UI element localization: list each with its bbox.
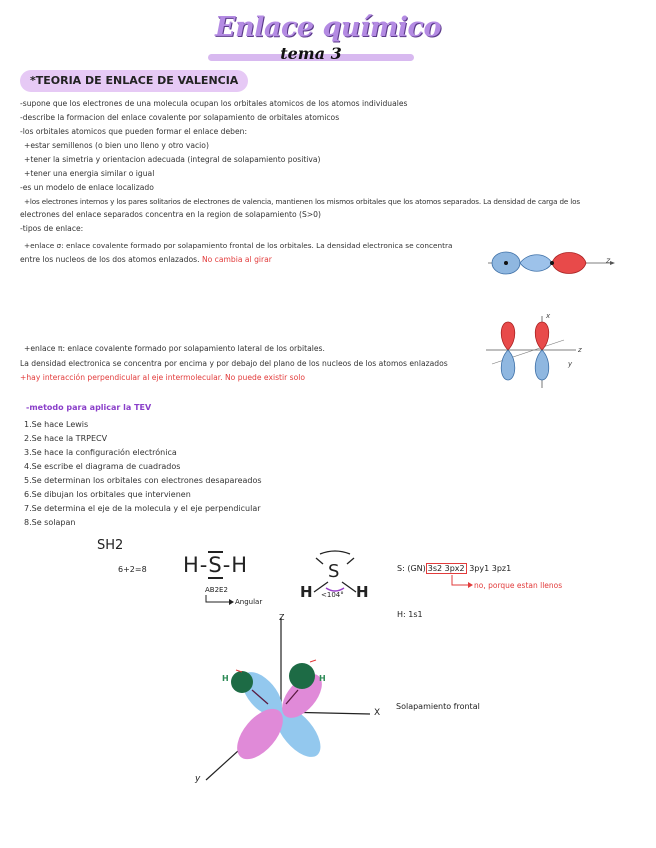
hydrogen-config: H: 1s1 (397, 610, 423, 619)
text-line: -describe la formacion del enlace covalente por solapamiento de orbitales atomicos (20, 113, 340, 122)
config-note-arrow (450, 575, 474, 591)
pi-lobe-bottom-2 (535, 350, 549, 380)
angular-s: S (328, 561, 340, 582)
config-rest: 3py1 3pz1 (469, 564, 512, 573)
axis-x-label: X (374, 708, 381, 718)
method-step: 3.Se hace la configuración electrónica (24, 448, 177, 457)
sigma-axis-arrow (610, 261, 615, 265)
geometry-label: Angular (235, 598, 263, 606)
sigma-orbital-p-small (520, 255, 552, 272)
sigma-line: +enlace σ: enlace covalente formado por solapamiento frontal de los orbitales. La densidad electronica se concentra (24, 241, 453, 250)
molecule-formula: SH2 (97, 538, 124, 553)
sigma-note: No cambia al girar (201, 255, 272, 264)
text-line: +tener la simetria y orientacion adecuada (integral de solapamiento positiva) (24, 155, 321, 164)
overlap-label: Solapamiento frontal (396, 702, 480, 711)
pi-lobe-bottom-1 (501, 350, 515, 380)
angular-h-right: H (356, 583, 369, 601)
method-step: 7.Se determina el eje de la molecula y el eje perpendicular (24, 504, 261, 513)
pi-lobe-top-1 (501, 322, 515, 350)
electron-config (397, 564, 511, 573)
sigma-text: entre los nucleos de los dos atomos enlazados. (20, 255, 200, 264)
axis-z-label: Z (279, 613, 285, 622)
method-step: 2.Se hace la TRPECV (24, 434, 108, 443)
page-subtitle: tema 3 (280, 44, 342, 63)
lewis-h-left: H (183, 553, 200, 577)
sigma-nucleus-2 (550, 261, 554, 265)
geometry-arrow (204, 594, 234, 606)
bond-angle: <104° (321, 591, 344, 599)
subtitle-block (208, 44, 414, 64)
h-left-label: H (222, 674, 229, 683)
method-step: 6.Se dibujan los orbitales que intervienen (24, 490, 191, 499)
hydrogen-s-orbital-left (231, 671, 253, 693)
angular-h-left: H (300, 583, 313, 601)
hydrogen-s-orbital-right (289, 663, 315, 689)
pi-axis-label-z: z (578, 346, 582, 354)
config-prefix: S: (GN) (397, 564, 426, 573)
pi-line: +enlace π: enlace covalente formado por solapamiento lateral de los orbitales. (24, 344, 325, 353)
text-line: -es un modelo de enlace localizado (20, 183, 154, 192)
sigma-line-2 (20, 255, 272, 264)
pi-orbital-figure (484, 312, 584, 392)
pi-line-2: La densidad electronica se concentra por encima y por debajo del plano de los nucleos de los atomos enlazados (20, 359, 448, 368)
page-title: Enlace químico (214, 12, 442, 43)
axis-y-label: y (195, 774, 201, 784)
pi-note: +hay interacción perpendicular al eje intermolecular. No puede existir solo (20, 373, 306, 382)
text-line: +tener una energia similar o igual (24, 169, 155, 178)
pi-axis-label-y: y (568, 360, 573, 368)
sigma-axis-label: z (606, 256, 611, 265)
lewis-s: S (208, 553, 223, 577)
sigma-orbital-figure (484, 244, 619, 284)
lewis-structure (183, 553, 248, 577)
spin-mark-right (310, 660, 316, 662)
sigma-orbital-p-large (552, 253, 586, 274)
overlap-3d-figure (190, 612, 390, 792)
sigma-nucleus-1 (504, 261, 508, 265)
text-line: -los orbitales atomicos que pueden formar el enlace deben: (20, 127, 248, 136)
section-title: *TEORIA DE ENLACE DE VALENCIA (20, 70, 248, 92)
lewis-bond: - (199, 553, 209, 577)
text-line: -tipos de enlace: (20, 224, 84, 233)
vsepr-type: AB2E2 (205, 586, 228, 594)
text-line: +los electrones internos y los pares solitarios de electrones de valencia, mantienen los mismos orbitales que los atomos separados. La densidad de carga de los (24, 197, 580, 206)
h-right-label: H (319, 674, 326, 683)
method-step: 4.Se escribe el diagrama de cuadrados (24, 462, 181, 471)
config-note: no, porque estan llenos (474, 581, 563, 590)
method-title: -metodo para aplicar la TEV (26, 403, 152, 412)
lewis-h-right: H (231, 553, 249, 577)
method-step: 1.Se hace Lewis (24, 420, 89, 429)
method-step: 8.Se solapan (24, 518, 76, 527)
electron-count: 6+2=8 (118, 565, 147, 574)
text-line: electrones del enlace separados concentra en la region de solapamiento (S>0) (20, 210, 321, 219)
lewis-bond: - (222, 553, 232, 577)
text-line: +estar semillenos (o bien uno lleno y otro vacio) (24, 141, 209, 150)
text-line: -supone que los electrones de una molecula ocupan los orbitales atomicos de los atomos individuales (20, 99, 408, 108)
method-step: 5.Se determinan los orbitales con electrones desapareados (24, 476, 262, 485)
config-boxed: 3s2 3px2 (427, 564, 465, 573)
pi-axis-label-x: x (546, 312, 551, 320)
